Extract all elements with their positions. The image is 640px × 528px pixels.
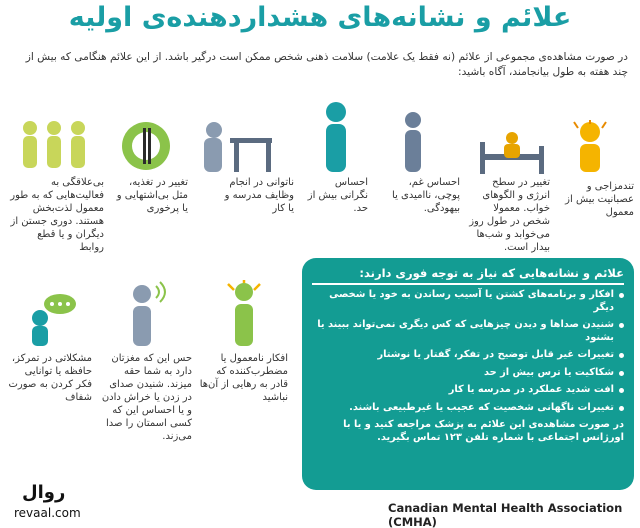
person-on-bed-icon xyxy=(478,132,546,174)
symptom-label: مشکلاتی در تمرکز، حافظه یا توانایی فکر کردن به صورت شفاف xyxy=(8,353,92,403)
withdrawn-group-icon xyxy=(14,116,98,172)
symptom-label: احساس نگرانی بیش از حد. xyxy=(307,177,368,214)
brand-site: revaal.com xyxy=(14,506,81,520)
urgent-item: تغییرات غیر قابل توضیح در تفکر، گفتار یا نوشتار xyxy=(312,349,624,362)
urgent-item: افت شدید عملکرد در مدرسه یا کار xyxy=(312,384,624,397)
page-title: علائم و نشانه‌های هشداردهنده‌ی اولیه xyxy=(68,2,572,33)
person-at-desk-icon xyxy=(200,116,274,172)
symptom-label: حس این که مغزتان دارد به شما حقه میزند. شنیدن صدای در زدن یا خراش دادن و یا احساس این که کسی اسمتان را صدا می‌زند. xyxy=(101,353,192,442)
urgent-item: تغییرات ناگهانی شخصیت که عجیب یا غیرطبیعی باشند. xyxy=(312,402,624,415)
stressed-person-icon xyxy=(222,280,266,346)
symptom-label: افکار نامعمول یا مضطرب‌کننده که قادر به رهایی از آن‌ها نباشید xyxy=(199,353,288,403)
hearing-voices-icon xyxy=(122,280,170,346)
symptom-label: تغییر در تغذیه، مثل بی‌اشتهایی و یا پرخوری xyxy=(116,177,188,214)
symptom-label: ناتوانی در انجام وظایف مدرسه و یا کار xyxy=(224,177,294,214)
urgent-list xyxy=(312,289,624,414)
symptom-label: تغییر در سطح انرژی و الگوهای خواب. معمولا شخص در طول روز می‌خوابد و شب‌ها بیدار است. xyxy=(469,177,550,253)
urgent-footer: در صورت مشاهده‌ی این علائم به پزشک مراجعه کنید و یا با اورژانس اجتماعی با شماره تلفن ۱۲۳ تماس بگیرید. xyxy=(343,419,624,443)
urgent-item: شکاکیت یا ترس بیش از حد xyxy=(312,367,624,380)
confused-thought-icon xyxy=(22,292,78,346)
symptom-label: تندمزاجی و عصبانیت بیش از معمول xyxy=(565,181,634,218)
urgent-item: افکار و برنامه‌های کشتن یا آسیب رساندن به خود یا شخصی دیگر xyxy=(312,289,624,314)
urgent-item: شنیدن صداها و دیدن چیزهایی که کس دیگری نمی‌تواند ببیند یا بشنود xyxy=(312,319,624,344)
slumped-person-icon xyxy=(396,110,430,172)
urgent-heading: علائم و نشانه‌هایی که نیاز به توجه فوری دارند: xyxy=(312,266,624,285)
symptom-label: احساس غم، پوچی، ناامیدی یا بیهودگی. xyxy=(392,177,460,214)
intro-text: در صورت مشاهده‌ی مجموعی از علائم (نه فقط یک علامت) سلامت ذهنی شخص ممکن است درگیر باشد. از این علائم هنگامی که بیش از چند هفته به طول بیانجامند، آگاه باشید: xyxy=(25,51,628,78)
source-credit: Canadian Mental Health Association (CMHA) xyxy=(388,501,623,528)
irritable-person-icon xyxy=(570,120,610,172)
brand-logo: روال xyxy=(22,482,66,503)
symptom-label: بی‌علاقگی به فعالیت‌هایی که به طور معمول لذت‌بخش هستند. دوری جستن از دیگران و یا قطع روابط xyxy=(10,177,104,253)
plate-fork-knife-icon xyxy=(118,118,174,174)
worried-person-icon xyxy=(316,100,356,172)
urgent-signs-panel xyxy=(302,258,634,490)
